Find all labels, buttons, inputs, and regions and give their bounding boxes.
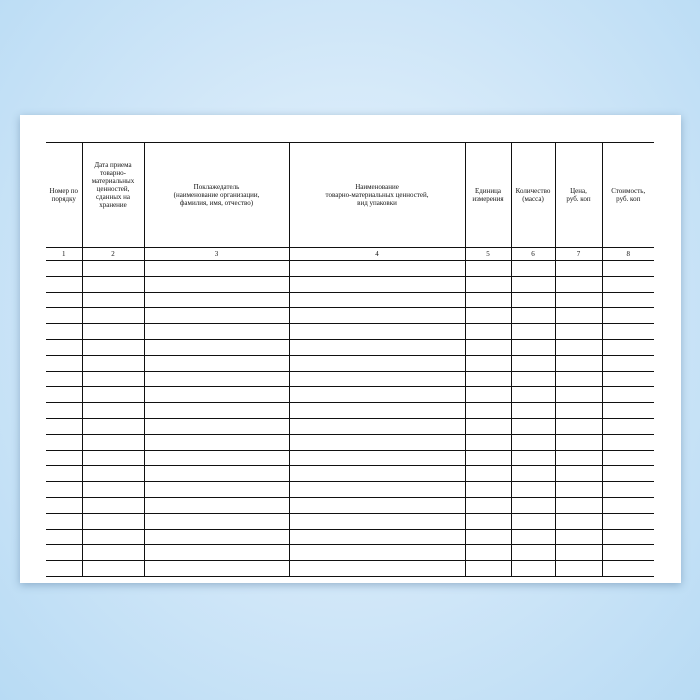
table-cell [46,387,82,403]
table-cell [289,497,465,513]
table-cell [46,450,82,466]
table-cell [46,434,82,450]
table-cell [465,418,511,434]
table-cell [289,529,465,545]
table-cell [289,403,465,419]
table-cell [144,513,289,529]
table-cell [555,497,602,513]
column-header: Номер по порядку [46,143,82,248]
table-cell [289,292,465,308]
table-cell [602,529,654,545]
column-number: 1 [46,248,82,261]
table-cell [465,434,511,450]
table-cell [82,466,144,482]
table-cell [82,308,144,324]
column-number: 8 [602,248,654,261]
table-cell [465,561,511,577]
table-row [46,497,654,513]
table-cell [511,513,555,529]
table-row [46,371,654,387]
table-cell [511,324,555,340]
table-cell [82,434,144,450]
table-cell [144,339,289,355]
table-cell [602,482,654,498]
table-row [46,529,654,545]
table-cell [46,418,82,434]
table-cell [82,513,144,529]
table-cell [555,276,602,292]
table-cell [555,371,602,387]
column-header: Наименование товарно-материальных ценностей, вид упаковки [289,143,465,248]
document-sheet [20,115,681,583]
table-cell [82,324,144,340]
table-row [46,545,654,561]
column-number: 3 [144,248,289,261]
table-cell [144,450,289,466]
table-cell [555,339,602,355]
column-header: Единица измерения [465,143,511,248]
table-row [46,513,654,529]
table-cell [511,403,555,419]
table-cell [46,403,82,419]
table-cell [555,513,602,529]
table-row [46,450,654,466]
table-cell [465,308,511,324]
table-cell [465,545,511,561]
table-cell [602,324,654,340]
table-cell [465,450,511,466]
table-cell [289,482,465,498]
table-cell [144,403,289,419]
table-cell [82,561,144,577]
table-cell [46,497,82,513]
table-cell [144,355,289,371]
table-cell [82,355,144,371]
table-cell [465,276,511,292]
table-cell [602,261,654,277]
table-cell [82,482,144,498]
table-cell [555,261,602,277]
table-cell [511,482,555,498]
table-cell [82,450,144,466]
table-cell [602,403,654,419]
table-cell [289,371,465,387]
column-header: Стоимость, руб. коп [602,143,654,248]
column-number: 4 [289,248,465,261]
table-cell [144,497,289,513]
table-cell [82,292,144,308]
table-cell [602,450,654,466]
table-header-row [46,143,654,248]
table-cell [511,308,555,324]
table-cell [465,261,511,277]
table-cell [602,355,654,371]
table-cell [144,324,289,340]
column-header: Цена, руб. коп [555,143,602,248]
table-cell [511,355,555,371]
table-cell [511,450,555,466]
table-cell [602,418,654,434]
storage-register-table [46,142,654,577]
table-cell [289,324,465,340]
table-cell [144,276,289,292]
table-cell [46,355,82,371]
table-cell [82,371,144,387]
table-cell [511,276,555,292]
table-cell [602,308,654,324]
table-row [46,292,654,308]
table-cell [289,355,465,371]
table-cell [465,403,511,419]
table-cell [465,339,511,355]
table-cell [46,371,82,387]
table-cell [602,339,654,355]
table-row [46,403,654,419]
table-cell [511,261,555,277]
table-cell [144,529,289,545]
table-row [46,434,654,450]
table-cell [555,292,602,308]
table-cell [555,434,602,450]
table-cell [602,561,654,577]
table-cell [511,466,555,482]
table-cell [555,450,602,466]
table-cell [289,466,465,482]
table-cell [46,545,82,561]
table-cell [289,308,465,324]
table-cell [511,497,555,513]
table-row [46,355,654,371]
table-cell [555,529,602,545]
table-cell [289,387,465,403]
table-cell [289,418,465,434]
table-cell [82,261,144,277]
table-cell [602,276,654,292]
table-row [46,308,654,324]
table-cell [144,418,289,434]
table-cell [144,292,289,308]
table-cell [465,497,511,513]
table-cell [82,497,144,513]
table-cell [144,482,289,498]
table-cell [144,434,289,450]
table-cell [555,403,602,419]
table-row [46,561,654,577]
table-cell [144,308,289,324]
table-row [46,261,654,277]
table-cell [602,466,654,482]
table-cell [46,276,82,292]
table-cell [46,261,82,277]
table-cell [82,403,144,419]
table-cell [46,529,82,545]
table-cell [555,308,602,324]
table-cell [289,276,465,292]
table-cell [555,355,602,371]
table-cell [465,466,511,482]
table-cell [511,561,555,577]
table-cell [511,292,555,308]
table-cell [144,371,289,387]
table-cell [46,324,82,340]
table-cell [46,482,82,498]
table-cell [289,261,465,277]
table-cell [289,513,465,529]
table-cell [144,387,289,403]
table-cell [555,545,602,561]
table-cell [511,371,555,387]
table-cell [511,529,555,545]
table-row [46,324,654,340]
column-header: Поклажедатель (наименование организации, фамилия, имя, отчество) [144,143,289,248]
table-cell [82,387,144,403]
table-cell [289,561,465,577]
table-cell [465,324,511,340]
table-cell [465,513,511,529]
table-cell [46,339,82,355]
table-cell [82,418,144,434]
table-cell [46,292,82,308]
table-cell [46,513,82,529]
table-cell [555,418,602,434]
table-cell [46,466,82,482]
table-cell [602,292,654,308]
table-row [46,387,654,403]
table-cell [511,387,555,403]
table-cell [82,529,144,545]
table-row [46,339,654,355]
table-cell [144,261,289,277]
column-number-row [46,248,654,261]
table-cell [511,339,555,355]
table-cell [144,545,289,561]
table-cell [82,545,144,561]
table-cell [555,466,602,482]
table-cell [511,545,555,561]
table-cell [602,434,654,450]
table-row [46,418,654,434]
table-cell [289,545,465,561]
table-cell [465,355,511,371]
table-cell [82,276,144,292]
table-cell [511,434,555,450]
table-cell [511,418,555,434]
table-cell [465,371,511,387]
table-cell [555,324,602,340]
table-cell [289,450,465,466]
table-cell [602,497,654,513]
table-cell [602,545,654,561]
table-cell [46,308,82,324]
column-number: 7 [555,248,602,261]
table-row [46,466,654,482]
table-cell [289,339,465,355]
column-number: 5 [465,248,511,261]
column-header: Количество (масса) [511,143,555,248]
register-body [46,261,654,577]
table-cell [144,466,289,482]
table-cell [602,387,654,403]
table-cell [465,292,511,308]
table-cell [144,561,289,577]
table-cell [602,371,654,387]
table-cell [82,339,144,355]
table-cell [602,513,654,529]
table-cell [465,482,511,498]
column-number: 6 [511,248,555,261]
column-number: 2 [82,248,144,261]
table-cell [465,387,511,403]
table-row [46,276,654,292]
table-cell [555,561,602,577]
column-header: Дата приема товарно- материальных ценностей, сданных на хранение [82,143,144,248]
table-cell [555,387,602,403]
table-cell [289,434,465,450]
table-row [46,482,654,498]
table-cell [465,529,511,545]
table-cell [555,482,602,498]
table-cell [46,561,82,577]
